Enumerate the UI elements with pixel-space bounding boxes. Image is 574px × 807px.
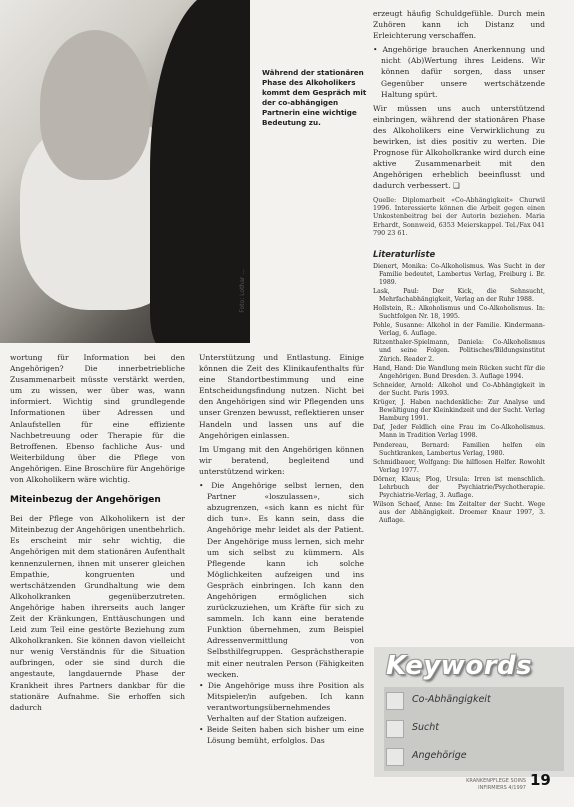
literature-list [373,263,545,526]
list-item: • Beide Seiten haben sich bisher um eine Lösung bemüht, erfolglos. Das [199,725,364,746]
paragraph: Im Umgang mit den Angehörigen können wir beratend, begleitend und unterstützend wirken: [199,444,364,476]
list-item-text: Angehörige brauchen Anerkennung und nicht (Ab)Wertung ihres Leidens. Wir können dafür sorgen, dass unser Gegenüber unsere wertschätzende Haltung spürt. [381,45,545,99]
literature-item: Schmidbauer, Wolfgang: Die hilflosen Helfer. Rowohlt Verlag 1977. [373,458,545,474]
list-item-text: Die Angehörige selbst lernen, den Partner «loszulassen», sich abzugrenzen, «sich kann es nicht für dich tun». Es kann sein, dass die Angehörige mehr leidet als der Patient. Der Angehörige muss lernen, sich mehr um sich selbst zu kümmern. Als Pflegende kann ich solche Möglichkeiten aufzeigen und ins Gespräch einbringen. Ich kann den Angehörigen ermöglichen sich zurückzuziehen, um Kräfte für sich zu sammeln. Ich kann eine beratende Funktion übernehmen, zum Beispiel Adressenvermittlung von Selbsthilfegruppen. Gesprächstherapie mit einer neutralen Person (Fähigkeiten wecken. [207,481,364,679]
keyword-checkbox-icon [386,748,404,766]
source-note: Quelle: Diplomarbeit «Co-Abhängigkeit» Churwil 1996. Interessierte können die Arbeit gegen einen Unkostenbeitrag bei der Autorin beziehen. Maria Erhardt, Sonnweid, 6353 Meierskappel. Tel./Fax 041 790 23 61. [373,195,545,238]
literature-heading: Literaturliste [373,248,436,259]
list-item-text: Die Angehörige muss ihre Position als Mitspieler/in aufgeben. Ich kann verantwortungsübernehmendes Verhalten auf der Station aufzeigen. [207,680,364,723]
keywords-box [374,647,574,777]
list-item: • Die Angehörige selbst lernen, den Partner «loszulassen», sich abzugrenzen, «sich kann es nicht für dich tun». Es kann sein, dass die Angehörige mehr leidet als der Patient. Der Angehörige muss lernen, sich mehr um sich selbst zu kümmern. Als Pflegende kann ich solche Möglichkeiten aufzeigen und ins Gespräch einbringen. Ich kann den Angehörigen ermöglichen sich zurückzuziehen, um Kräfte für sich zu sammeln. Ich kann eine beratende Funktion übernehmen, zum Beispiel Adressenvermittlung von Selbsthilfegruppen. Gesprächstherapie mit einer neutralen Person (Fähigkeiten wecken. [199,481,364,679]
text-column-2 [199,352,364,749]
photo-shape-hair [150,0,250,343]
list-item: • Die Angehörige muss ihre Position als Mitspieler/in aufgeben. Ich kann verantwortungsübernehmendes Verhalten auf der Station aufzeigen. [199,680,364,723]
literature-item: Hand, Hand: Die Wandlung mein Rücken sucht für die Angehörigen. Bund Dresden. 3. Auflage 1994. [373,364,545,380]
literature-item: Dörner, Klaus; Plog, Ursula: Irren ist menschlich. Lehrbuch der Psychiatrie/Psychotherapie. Psychiatrie-Verlag, 3. Auflage. [373,475,545,500]
keyword-item [384,691,564,711]
literature-item: Pendereau, Bernard: Familien helfen ein Suchtkranken, Lambertus Verlag, 1980. [373,441,545,457]
photo-caption: Während der stationären Phase des Alkoholikers kommt dem Gespräch mit der co-abhängigen Partnerin eine wichtige Bedeutung zu. [262,68,367,127]
keyword-label: Sucht [412,722,440,733]
article-photo [0,0,250,343]
keyword-label: Angehörige [412,750,467,761]
literature-item: Wilson Schaef, Anne: Im Zeitalter der Sucht. Wege aus der Abhängigkeit. Droemer Knaur 1997, 3. Auflage. [373,501,545,525]
keyword-label: Co-Abhängigkeit [412,694,491,705]
photo-shape-head [40,30,150,180]
list-item: • Angehörige brauchen Anerkennung und nicht (Ab)Wertung ihres Leidens. Wir können dafür sorgen, dass unser Gegenüber unsere wertschätzende Haltung spürt. [373,45,545,99]
magazine-footer: KRANKENPFLEGE SOINS INFIRMIERS 4/1997 [466,778,526,791]
literature-item: Lask, Paul: Der Kick, die Sehnsucht, Mehrfachabhängigkeit, Verlag an der Ruhr 1988. [373,287,545,303]
keywords-title: Keywords [386,651,533,681]
paragraph: Bei der Pflege von Alkoholikern ist der Miteinbezug der Angehörigen unentbehrlich. Es erscheint mir sehr wichtig, die Angehörigen mit dem stationären Aufenthalt kennenzulernen, ihnen mit unserer gleichen Empathie, kongruenten und wertschätzenden Grundhaltung wie dem Alkoholkranken gegenüberzutreten. Angehörige haben ihrerseits auch langer Zeit der Kränkungen, Enttäuschungen und Leid zum Teil eine gestörte Beziehung zum Alkoholkranken. Sie können davon vielleicht nur wenig Verständnis für die Situation aufbringen, oder sie sind durch die angestaute, langdauernde Phase der Krankheit ihres Partners dankbar für die stationäre Aufnahme. Sie erhoffen sich dadurch [10,514,185,712]
literature-item: Daf, Jeder Feldlich eine Frau im Co-Alkoholismus. Mann in Tradition Verlag 1998. [373,424,545,440]
list-item-text: Beide Seiten haben sich bisher um eine Lösung bemüht, erfolglos. Das [206,725,364,746]
keyword-item [384,747,564,767]
paragraph [373,103,545,192]
paragraph: erzeugt häufig Schuldgefühle. Durch mein Zuhören kann ich Distanz und Erleichterung verschaffen. [373,9,545,41]
text-column-3 [373,8,545,526]
bullet-list [199,480,364,746]
section-heading: Miteinbezug der Angehörigen [10,495,161,506]
keywords-panel [384,687,564,771]
literature-item: Pohle, Susanne: Alkohol in der Familie. Kindermann-Verlag, 6. Auflage. [373,322,545,338]
keyword-checkbox-icon [386,720,404,738]
paragraph: wortung für Information bei den Angehörigen? Die innerbetriebliche Zusammenarbeit müsste verstärkt werden, um zu wissen, wer über was, wann informiert. Wichtig sind grundlegende Informationen über Adressen und Anlaufstellen für eine effiziente Nachbetreuung oder Therapie für die Betroffenen. Ebenso fachliche Aus- und Weiterbildung über die Pflege von Angehörigen. Eine Broschüre für Angehörige von Alkoholikern wäre wichtig. [10,353,185,485]
photo-credit: Foto: Lothar ... [239,269,246,313]
end-mark: ❑ [452,181,460,191]
literature-item: Schneider, Arnold: Alkohol und Co-Abhängigkeit in der Sucht. Paris 1993. [373,381,545,397]
paragraph-text: Wir müssen uns auch unterstützend einbringen, während der stationären Phase des Alkoholikers eine Verwirklichung zu bewirken, ist dies positiv zu werten. Die Prognose für Alkoholkranke wird durch eine aktive Zusammenarbeit mit den Angehörigen erheblich beeinflusst und dadurch verbessert. [373,103,545,191]
literature-item: Ritzenthaler-Spielmann, Daniela: Co-Alkoholismus und seine Folgen. Politisches/Bildungsinstitut Zürich. Reader 2. [373,339,545,363]
literature-item: Dienert, Monika: Co-Alkoholismus. Was Sucht in der Familie bedeutet, Lambertus Verlag, Freiburg i. Br. 1989. [373,262,545,286]
bullet-list [373,44,545,99]
keyword-checkbox-icon [386,692,404,710]
paragraph: Unterstützung und Entlastung. Einige können die Zeit des Klinikaufenthalts für eine Standortbestimmung und eine Entscheidungsfindung nutzen. Nicht bei den Angehörigen sind wir Pflegenden uns unser Grenzen bewusst, reflektieren unser Handeln und lassen uns auf die Angehörigen einlassen. [199,353,365,440]
page-number: 19 [530,771,551,789]
literature-item: Krüger, J. Haben nachdenkliche: Zur Analyse und Bewältigung der Kleinkindzeit und der Sucht. Verlag Hamburg 1991. [373,399,545,423]
text-column-1 [10,352,185,716]
keyword-item [384,719,564,739]
literature-item: Hollstein, R.: Alkoholismus und Co-Alkoholismus. In: Suchtfolgen Nr. 18, 1995. [373,305,545,321]
